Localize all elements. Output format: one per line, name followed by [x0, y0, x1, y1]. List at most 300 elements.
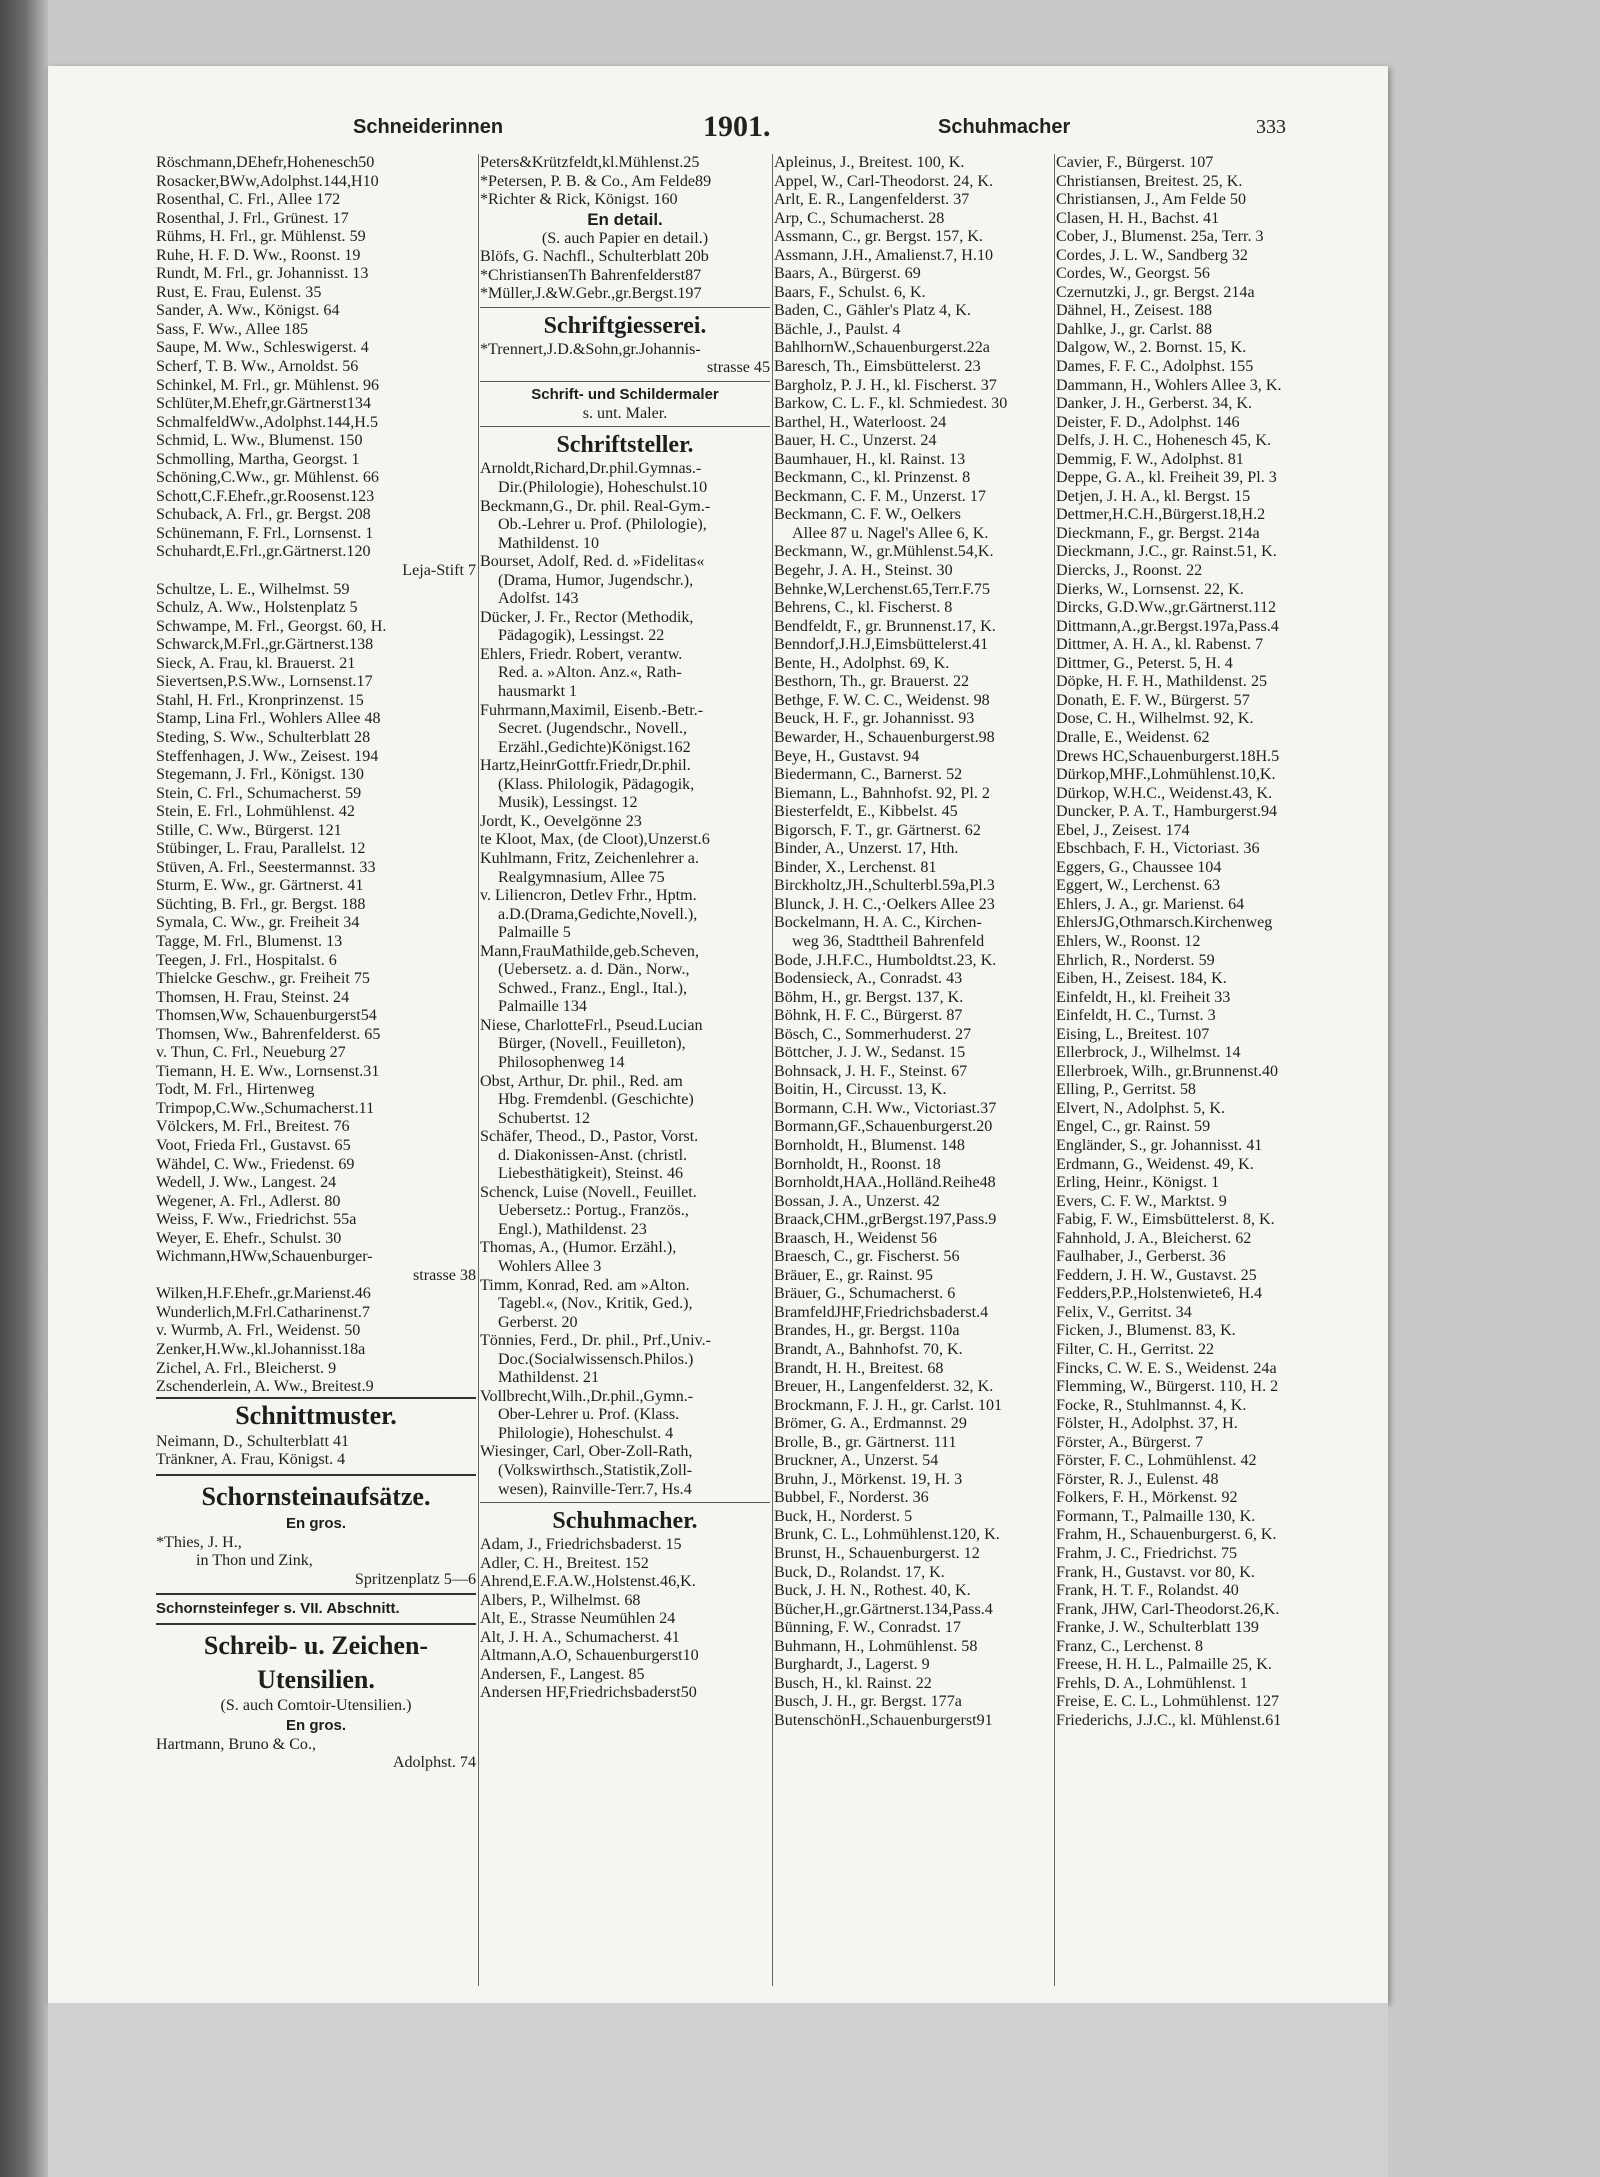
list-item: Danker, J. H., Gerberst. 34, K.	[1056, 395, 1253, 413]
list-item: Bräuer, G., Schumacherst. 6	[774, 1285, 956, 1303]
list-item: Bösch, C., Sommerhuderst. 27	[774, 1025, 972, 1043]
list-item: Biesterfeldt, E., Kibbelst. 45	[774, 803, 958, 821]
list-item: Sturm, E. Ww., gr. Gärtnerst. 41	[156, 877, 364, 895]
list-item: Brolle, B., gr. Gärtnerst. 111	[774, 1433, 957, 1451]
list-item: Vollbrecht,Wilh.,Dr.phil.,Gymn.-	[480, 1387, 694, 1405]
list-item: Ebel, J., Zeisest. 174	[1056, 821, 1190, 839]
running-head-right: Schuhmacher	[938, 116, 1071, 138]
list-item: Eising, L., Breitest. 107	[1056, 1025, 1210, 1043]
section-rule	[480, 381, 770, 382]
entry-continuation: hausmarkt 1	[498, 683, 578, 701]
list-item: Bargholz, P. J. H., kl. Fischerst. 37	[774, 376, 997, 394]
list-item: Flemming, W., Bürgerst. 110, H. 2	[1056, 1378, 1279, 1396]
directory-page	[48, 66, 1388, 2003]
list-item: Förster, F. C., Lohmühlenst. 42	[1056, 1452, 1257, 1470]
running-head-year: 1901.	[703, 110, 771, 143]
list-item: *ChristiansenTh Bahrenfelderst87	[480, 266, 702, 284]
list-item: *Müller,J.&W.Gebr.,gr.Bergst.197	[480, 285, 702, 303]
list-item: Bendfeldt, F., gr. Brunnenst.17, K.	[774, 617, 996, 635]
list-item: Bewarder, H., Schauenburgerst.98	[774, 728, 995, 746]
list-item: Baars, A., Bürgerst. 69	[774, 265, 921, 283]
list-item: Eggert, W., Lerchenst. 63	[1056, 877, 1221, 895]
list-item: Hartmann, Bruno & Co.,	[156, 1735, 317, 1753]
list-item: Rosenthal, J. Frl., Grünest. 17	[156, 209, 349, 227]
list-item: Bigorsch, F. T., gr. Gärtnerst. 62	[774, 821, 981, 839]
list-item: Buck, J. H. N., Rothest. 40, K.	[774, 1582, 971, 1600]
list-item: Böttcher, J. J. W., Sedanst. 15	[774, 1044, 966, 1062]
entry-continuation: Erzähl.,Gedichte)Königst.162	[498, 738, 691, 756]
list-item: Dücker, J. Fr., Rector (Methodik,	[480, 608, 694, 626]
list-item: Rühms, H. Frl., gr. Mühlenst. 59	[156, 228, 366, 246]
list-item: Sieck, A. Frau, kl. Brauerst. 21	[156, 654, 356, 672]
entry-continuation: Hbg. Fremdenbl. (Geschichte)	[498, 1091, 694, 1109]
column-rule	[772, 154, 773, 1986]
entry-continuation: Tagebl.«, (Nov., Kritik, Ged.),	[498, 1295, 693, 1313]
list-item: Süchting, B. Frl., gr. Bergst. 188	[156, 895, 366, 913]
list-item: Thomsen, Ww., Bahrenfelderst. 65	[156, 1025, 381, 1043]
schnittmuster-list	[156, 1433, 476, 1470]
list-item: Dircks, G.D.Ww.,gr.Gärtnerst.112	[1056, 599, 1277, 617]
list-item: Ahrend,E.F.A.W.,Holstenst.46,K.	[480, 1573, 696, 1591]
list-item: Schuhardt,E.Frl.,gr.Gärtnerst.120	[156, 543, 371, 561]
entry-continuation: Secret. (Jugendschr., Novell.,	[498, 720, 688, 738]
list-item: Brandes, H., gr. Bergst. 110a	[774, 1322, 960, 1340]
list-item: Dittmer, G., Peterst. 5, H. 4	[1056, 654, 1233, 672]
entry-continuation: Leja-Stift 7	[402, 562, 476, 580]
list-item: Rosacker,BWw,Adolphst.144,H10	[156, 172, 379, 190]
running-head-left: Schneiderinnen	[353, 116, 504, 138]
list-item: Freese, H. H. L., Palmaille 25, K.	[1056, 1656, 1272, 1674]
list-item: Fölster, H., Adolphst. 37, H.	[1056, 1415, 1238, 1433]
entry-continuation: Pädagogik), Lessingst. 22	[498, 627, 665, 645]
entry-continuation: (Volkswirthsch.,Statistik,Zoll-	[498, 1462, 693, 1479]
list-item: Sander, A. Ww., Königst. 64	[156, 302, 340, 320]
list-item: Franz, C., Lerchenst. 8	[1056, 1637, 1204, 1655]
list-item: Ellerbrock, J., Wilhelmst. 14	[1056, 1044, 1241, 1062]
entry-continuation: Allee 87 u. Nagel's Allee 6, K.	[792, 524, 989, 542]
section-heading-schriftgiesserei: Schriftgiesserei.	[543, 312, 707, 339]
list-item: Frank, H. T. F., Rolandst. 40	[1056, 1582, 1239, 1600]
list-item: Timm, Konrad, Red. am »Alton.	[480, 1276, 690, 1294]
list-item: Freise, E. C. L., Lohmühlenst. 127	[1056, 1693, 1280, 1711]
list-item: Detjen, J. H. A., kl. Bergst. 15	[1056, 487, 1251, 505]
list-item: Folkers, F. H., Mörkenst. 92	[1056, 1489, 1238, 1507]
list-item: Fabig, F. W., Eimsbüttelerst. 8, K.	[1056, 1211, 1275, 1229]
list-item: Focke, R., Stuhlmannst. 4, K.	[1056, 1396, 1247, 1414]
list-item: Ficken, J., Blumenst. 83, K.	[1056, 1322, 1236, 1340]
list-item: Wichmann,HWw,Schauenburger-	[156, 1248, 373, 1266]
list-item: Wähdel, C. Ww., Friedenst. 69	[156, 1155, 355, 1173]
list-item: Duncker, P. A. T., Hamburgerst.94	[1056, 803, 1278, 821]
section-heading-schuhmacher: Schuhmacher.	[552, 1508, 698, 1535]
entry-continuation: weg 36, Stadttheil Bahrenfeld	[792, 932, 985, 950]
list-item: Buck, D., Rolandst. 17, K.	[774, 1563, 945, 1581]
list-item: Stille, C. Ww., Bürgerst. 121	[156, 821, 342, 839]
list-item: Wegener, A. Frl., Adlerst. 80	[156, 1192, 341, 1210]
schneiderinnen-list-part2	[156, 581, 476, 1267]
schuhmacher-list	[480, 1536, 770, 1703]
entry-continuation: Uebersetz.: Portug., Französ.,	[498, 1202, 689, 1220]
section-heading-schornsteinaufsaetze: Schornsteinaufsätze.	[201, 1481, 431, 1511]
entry-continuation: a.D.(Drama,Gedichte,Novell.),	[498, 905, 698, 923]
list-item: Demmig, F. W., Adolphst. 81	[1056, 450, 1244, 468]
list-item: Dierks, W., Lornsenst. 22, K.	[1056, 580, 1244, 598]
entry-continuation: Bürger, (Novell., Feuilleton),	[498, 1035, 686, 1053]
list-item: Frank, JHW, Carl-Theodorst.26,K.	[1056, 1600, 1280, 1618]
list-item: Blöfs, G. Nachfl., Schulterblatt 20b	[480, 248, 709, 266]
list-item: Beuck, H. F., gr. Johannisst. 93	[774, 710, 975, 728]
list-item: Fahnhold, J. A., Bleicherst. 62	[1056, 1229, 1252, 1247]
list-item: Dähnel, H., Zeisest. 188	[1056, 302, 1212, 320]
list-item: Besthorn, Th., gr. Brauerst. 22	[774, 673, 970, 691]
list-item: Dieckmann, F., gr. Bergst. 214a	[1056, 524, 1260, 542]
list-item: Beckmann, C. F. W., Oelkers	[774, 506, 961, 524]
list-item: Baresch, Th., Eimsbüttelerst. 23	[774, 358, 981, 376]
list-item: Alt, J. H. A., Schumacherst. 41	[480, 1628, 680, 1646]
list-item: Braasch, H., Weidenst 56	[774, 1229, 937, 1247]
list-item: Stahl, H. Frl., Kronprinzenst. 15	[156, 691, 364, 709]
entry-continuation: Dir.(Philologie), Hoheschulst.10	[498, 479, 708, 497]
list-item: Tiemann, H. E. Ww., Lornsenst.31	[156, 1062, 380, 1080]
schreibutensilien-list	[480, 154, 770, 210]
entry-continuation: strasse 45	[706, 359, 770, 377]
list-item: Dames, F. F. C., Adolphst. 155	[1056, 358, 1254, 376]
list-item: Ehlers, J. A., gr. Marienst. 64	[1056, 895, 1245, 913]
section-rule	[480, 307, 770, 308]
list-item: Tagge, M. Frl., Blumenst. 13	[156, 932, 343, 950]
list-item: Zschenderlein, A. Ww., Breitest.9	[156, 1378, 476, 1399]
list-item: Beye, H., Gustavst. 94	[774, 747, 920, 765]
list-item: te Kloot, Max, (de Cloot),Unzerst.6	[480, 831, 710, 849]
entry-continuation: Ob.-Lehrer u. Prof. (Philologie),	[498, 516, 707, 534]
list-item: Frahm, J. C., Friedrichst. 75	[1056, 1545, 1238, 1563]
list-item: *Petersen, P. B. & Co., Am Felde89	[480, 172, 712, 190]
list-item: Bräuer, E., gr. Rainst. 95	[774, 1266, 933, 1284]
section-note: (S. auch Papier en detail.)	[541, 229, 709, 247]
list-item: Bornholdt,HAA.,Holländ.Reihe48	[774, 1174, 996, 1192]
list-item: Brunst, H., Schauenburgerst. 12	[774, 1545, 980, 1563]
list-item: Adler, C. H., Breitest. 152	[480, 1554, 649, 1572]
list-item: Binder, X., Lerchenst. 81	[774, 858, 937, 876]
list-item: Bossan, J. A., Unzerst. 42	[774, 1192, 940, 1210]
scan-background	[48, 2003, 1388, 2177]
list-item: Ehlers, W., Roonst. 12	[1056, 932, 1201, 950]
column-rule	[478, 154, 479, 1986]
column-1	[156, 154, 476, 1986]
list-item: Behrens, C., kl. Fischerst. 8	[774, 599, 953, 617]
entry-continuation: in Thon und Zink,	[196, 1552, 313, 1570]
list-item: Czernutzki, J., gr. Bergst. 214a	[1056, 283, 1255, 301]
list-item: Binder, A., Unzerst. 17, Hth.	[774, 840, 959, 858]
list-item: Dammann, H., Wohlers Allee 3, K.	[1056, 376, 1282, 394]
list-item: Stübinger, L. Frau, Parallelst. 12	[156, 840, 366, 858]
list-item: Thomas, A., (Humor. Erzähl.),	[480, 1239, 677, 1257]
entry-continuation: (Klass. Philologik, Pädagogik,	[498, 775, 695, 793]
list-item: v. Liliencron, Detlev Frhr., Hptm.	[480, 887, 697, 905]
list-item: Blunck, J. H. C.,·Oelkers Allee 23	[774, 895, 995, 913]
list-item: Deister, F. D., Adolphst. 146	[1056, 413, 1240, 431]
list-item: Neimann, D., Schulterblatt 41	[156, 1432, 350, 1450]
list-item: Dieckmann, J.C., gr. Rainst.51, K.	[1056, 543, 1277, 561]
list-item: Andersen HF,Friedrichsbaderst50	[480, 1684, 697, 1702]
list-item: Bruhn, J., Mörkenst. 19, H. 3	[774, 1470, 963, 1488]
list-item: Filter, C. H., Gerritst. 22	[1056, 1341, 1215, 1358]
list-item: Alt, E., Strasse Neumühlen 24	[480, 1610, 676, 1628]
list-item: Frahm, H., Schauenburgerst. 6, K.	[1056, 1526, 1277, 1544]
list-item: Böhm, H., gr. Bergst. 137, K.	[774, 988, 964, 1006]
list-item: Baumhauer, H., kl. Rainst. 13	[774, 450, 966, 468]
list-item: Rundt, M. Frl., gr. Johannisst. 13	[156, 265, 369, 283]
list-item: Bücher,H.,gr.Gärtnerst.134,Pass.4	[774, 1600, 993, 1618]
list-item: Bormann,GF.,Schauenburgerst.20	[774, 1118, 993, 1136]
list-item: Adam, J., Friedrichsbaderst. 15	[480, 1536, 682, 1554]
entry-continuation: Musik), Lessingst. 12	[498, 794, 638, 812]
list-item: Bornholdt, H., Blumenst. 148	[774, 1136, 965, 1154]
list-item: Stegemann, J. Frl., Königst. 130	[156, 766, 364, 784]
list-item: Schott,C.F.Ehefr.,gr.Roosenst.123	[156, 487, 375, 505]
list-item: Saupe, M. Ww., Schleswigerst. 4	[156, 339, 369, 357]
list-item: Felix, V., Gerritst. 34	[1056, 1303, 1192, 1321]
list-item: Christiansen, J., Am Felde 50	[1056, 191, 1246, 209]
list-item: Wedell, J. Ww., Langest. 24	[156, 1174, 337, 1192]
entry-continuation: Wohlers Allee 3	[498, 1257, 602, 1275]
list-item: Ebschbach, F. H., Victoriast. 36	[1056, 840, 1260, 858]
list-item: Thomsen, H. Frau, Steinst. 24	[156, 988, 350, 1006]
list-item: Schäfer, Theod., D., Pastor, Vorst.	[480, 1128, 699, 1146]
list-item: Engländer, S., gr. Johannisst. 41	[1056, 1136, 1263, 1154]
list-item: ButenschönH.,Schauenburgerst91	[774, 1711, 993, 1729]
list-item: Ruhe, H. F. D. Ww., Roonst. 19	[156, 246, 361, 264]
list-item: Baars, F., Schulst. 6, K.	[774, 283, 926, 301]
subheading-en-gros: En gros.	[285, 1514, 346, 1532]
list-item: Brandt, A., Bahnhofst. 70, K.	[774, 1341, 963, 1358]
list-item: Zenker,H.Ww.,kl.Johannisst.18a	[156, 1341, 366, 1358]
list-item: Cavier, F., Bürgerst. 107	[1056, 154, 1214, 171]
list-item: Bohnsack, J. H. F., Steinst. 67	[774, 1062, 968, 1080]
section-rule	[156, 1623, 476, 1625]
list-item: Dürkop,MHF.,Lohmühlenst.10,K.	[1056, 766, 1276, 784]
list-item: Brockmann, F. J. H., gr. Carlst. 101	[774, 1396, 1003, 1414]
list-item: Barthel, H., Waterloost. 24	[774, 413, 947, 431]
list-item: Albers, P., Wilhelmst. 68	[480, 1591, 641, 1609]
list-item: Röschmann,DEhefr,Hohenesch50	[156, 154, 375, 171]
list-item: Schöning,C.Ww., gr. Mühlenst. 66	[156, 469, 379, 487]
list-item: Thomsen,Ww, Schauenburgerst54	[156, 1007, 377, 1025]
entry-continuation: Engl.), Mathildenst. 23	[498, 1220, 647, 1238]
list-item: v. Thun, C. Frl., Neueburg 27	[156, 1044, 346, 1062]
list-item: Stein, C. Frl., Schumacherst. 59	[156, 784, 362, 802]
section-heading-schnittmuster: Schnittmuster.	[235, 1400, 397, 1430]
list-item: *Thies, J. H.,	[156, 1533, 242, 1551]
section-rule	[480, 426, 770, 427]
entry-continuation: Red. a. »Alton. Anz.«, Rath-	[498, 664, 682, 682]
list-item: Eggers, G., Chaussee 104	[1056, 858, 1222, 876]
list-item: Elvert, N., Adolphst. 5, K.	[1056, 1099, 1225, 1117]
list-item: Bode, J.H.F.C., Humboldtst.23, K.	[774, 951, 997, 969]
list-item: Schmid, L. Ww., Blumenst. 150	[156, 432, 363, 450]
list-item: Bornholdt, H., Roonst. 18	[774, 1155, 941, 1173]
list-item: Feddern, J. H. W., Gustavst. 25	[1056, 1266, 1257, 1284]
list-item: Elling, P., Gerritst. 58	[1056, 1081, 1196, 1099]
column-3	[774, 154, 1052, 1986]
entry-continuation: d. Diakonissen-Anst. (christl.	[498, 1146, 688, 1164]
list-item: Schwarck,M.Frl.,gr.Gärtnerst.138	[156, 636, 374, 654]
list-item: Brömer, G. A., Erdmannst. 29	[774, 1415, 967, 1433]
list-item: Bächle, J., Paulst. 4	[774, 320, 901, 338]
list-item: Dralle, E., Weidenst. 62	[1056, 728, 1210, 746]
column-rule	[1054, 154, 1055, 1986]
list-item: Obst, Arthur, Dr. phil., Red. am	[480, 1072, 683, 1090]
list-item: Ehrlich, R., Norderst. 59	[1056, 951, 1215, 969]
entry-continuation: Adolphst. 74	[392, 1754, 476, 1772]
detail-list	[480, 248, 770, 304]
list-item: Förster, R. J., Eulenst. 48	[1056, 1470, 1219, 1488]
list-item: Weiss, F. Ww., Friedrichst. 55a	[156, 1211, 357, 1229]
list-item: Christiansen, Breitest. 25, K.	[1056, 172, 1243, 190]
list-item: Fuhrmann,Maximil, Eisenb.-Betr.-	[480, 701, 704, 719]
list-item: *Richter & Rick, Königst. 160	[480, 191, 678, 209]
list-item: Andersen, F., Langest. 85	[480, 1665, 645, 1683]
entry-continuation: Palmaille 5	[498, 924, 571, 942]
list-item: Schinkel, M. Frl., gr. Mühlenst. 96	[156, 376, 380, 394]
list-item: Biedermann, C., Barnerst. 52	[774, 766, 963, 784]
list-item: Schwampe, M. Frl., Georgst. 60, H.	[156, 617, 387, 635]
entry-continuation: Gerberst. 20	[498, 1313, 578, 1331]
schuhmacher-list-a-b	[774, 154, 1052, 1730]
list-item: Bormann, C.H. Ww., Victoriast.37	[774, 1099, 997, 1117]
schriftsteller-list	[480, 460, 770, 1499]
list-item: Ellerbroek, Wilh., gr.Brunnenst.40	[1056, 1062, 1279, 1080]
list-item: Breuer, H., Langenfelderst. 32, K.	[774, 1378, 994, 1396]
list-item: Behnke,W,Lerchenst.65,Terr.F.75	[774, 580, 990, 598]
list-item: Braesch, C., gr. Fischerst. 56	[774, 1248, 960, 1266]
list-item: Fincks, C. W. E. S., Weidenst. 24a	[1056, 1359, 1277, 1377]
list-item: Dittmer, A. H. A., kl. Rabenst. 7	[1056, 636, 1264, 654]
list-item: Apleinus, J., Breitest. 100, K.	[774, 154, 965, 171]
section-rule	[156, 1474, 476, 1476]
cross-reference: Schornsteinfeger s. VII. Abschnitt.	[156, 1600, 400, 1618]
list-item: Einfeldt, H., kl. Freiheit 33	[1056, 988, 1231, 1006]
list-item: Döpke, H. F. H., Mathildenst. 25	[1056, 673, 1268, 691]
list-item: Assmann, C., gr. Bergst. 157, K.	[774, 228, 983, 246]
list-item: Busch, J. H., gr. Bergst. 177a	[774, 1693, 962, 1711]
list-item: Bubbel, F., Norderst. 36	[774, 1489, 929, 1507]
list-item: Tränkner, A. Frau, Königst. 4	[156, 1451, 346, 1469]
list-item: Fedders,P.P.,Holstenwiete6, H.4	[1056, 1285, 1263, 1303]
list-item: Rosenthal, C. Frl., Allee 172	[156, 191, 341, 209]
list-item: Symala, C. Ww., gr. Freiheit 34	[156, 914, 360, 932]
list-item: Sass, F. Ww., Allee 185	[156, 320, 309, 338]
section-rule	[156, 1593, 476, 1595]
list-item: Völckers, M. Frl., Breitest. 76	[156, 1118, 350, 1136]
list-item: Stamp, Lina Frl., Wohlers Allee 48	[156, 710, 381, 728]
list-item: Bethge, F. W. C. C., Weidenst. 98	[774, 691, 990, 709]
entry-continuation: Spritzenplatz 5—6	[354, 1570, 476, 1588]
page-number: 333	[1256, 116, 1286, 138]
list-item: Boitin, H., Circusst. 13, K.	[774, 1081, 947, 1099]
list-item: Begehr, J. A. H., Steinst. 30	[774, 562, 953, 580]
list-item: Schultze, L. E., Wilhelmst. 59	[156, 580, 350, 598]
entry-continuation: Mathildenst. 21	[498, 1369, 600, 1387]
list-item: v. Wurmb, A. Frl., Weidenst. 50	[156, 1322, 361, 1340]
list-item: Peters&Krützfeldt,kl.Mühlenst.25	[480, 154, 700, 171]
list-item: Clasen, H. H., Bachst. 41	[1056, 209, 1220, 227]
section-heading-schreib-2: Utensilien.	[257, 1665, 375, 1695]
entry-continuation: Ober-Lehrer u. Prof. (Klass.	[498, 1406, 680, 1424]
list-item: Wunderlich,M.Frl.Catharinenst.7	[156, 1303, 370, 1321]
list-item: Mann,FrauMathilde,geb.Scheven,	[480, 942, 700, 960]
list-item: Busch, H., kl. Rainst. 22	[774, 1674, 932, 1692]
list-item: Frank, H., Gustavst. vor 80, K.	[1056, 1563, 1255, 1581]
list-item: Wilken,H.F.Ehefr.,gr.Marienst.46	[156, 1285, 371, 1303]
section-note: (S. auch Comtoir-Utensilien.)	[220, 1697, 412, 1715]
subheading-en-detail: En detail.	[587, 209, 663, 229]
section-heading-schildermaler: Schrift- und Schildermaler	[531, 385, 719, 403]
entry-continuation: (Uebersetz. a. d. Dän., Norw.,	[498, 961, 690, 979]
entry-continuation: Schubertst. 12	[498, 1109, 591, 1127]
list-item: Kuhlmann, Fritz, Zeichenlehrer a.	[480, 849, 699, 867]
list-item: Braack,CHM.,grBergst.197,Pass.9	[774, 1211, 997, 1229]
list-item: Cordes, J. L. W., Sandberg 32	[1056, 246, 1248, 264]
section-heading-schreib: Schreib- u. Zeichen-	[203, 1631, 429, 1661]
list-item: *Trennert,J.D.&Sohn,gr.Johannis-	[480, 340, 701, 358]
list-item: Franke, J. W., Schulterblatt 139	[1056, 1619, 1259, 1637]
entry-continuation: Adolfst. 143	[498, 590, 579, 608]
list-item: Cordes, W., Georgst. 56	[1056, 265, 1210, 283]
list-item: Stüven, A. Frl., Seestermannst. 33	[156, 858, 376, 876]
list-item: Arp, C., Schumacherst. 28	[774, 209, 945, 227]
list-item: Tönnies, Ferd., Dr. phil., Prf.,Univ.-	[480, 1332, 711, 1350]
list-item: Dalgow, W., 2. Bornst. 15, K.	[1056, 339, 1247, 357]
list-item: Bourset, Adolf, Red. d. »Fidelitas«	[480, 553, 705, 571]
list-item: Benndorf,J.H.J,Eimsbüttelerst.41	[774, 636, 989, 654]
list-item: Schmolling, Martha, Georgst. 1	[156, 450, 360, 468]
column-2	[480, 154, 770, 1986]
list-item: Delfs, J. H. C., Hohenesch 45, K.	[1056, 432, 1272, 450]
list-item: Ehlers, Friedr. Robert, verantw.	[480, 645, 683, 663]
schneiderinnen-list-part3	[156, 1285, 476, 1378]
list-item: Trimpop,C.Ww.,Schumacherst.11	[156, 1099, 375, 1117]
list-item: Zichel, A. Frl., Bleicherst. 9	[156, 1359, 337, 1377]
list-item: Eiben, H., Zeisest. 184, K.	[1056, 970, 1227, 988]
scan-edge	[0, 0, 48, 2177]
section-heading-schriftsteller: Schriftsteller.	[556, 432, 694, 459]
list-item: Dittmann,A.,gr.Bergst.197a,Pass.4	[1056, 617, 1279, 635]
list-item: Bente, H., Adolphst. 69, K.	[774, 654, 950, 672]
entry-continuation: Mathildenst. 10	[498, 534, 600, 552]
list-item: Beckmann,G., Dr. phil. Real-Gym.-	[480, 497, 711, 515]
list-item: Schünemann, F. Frl., Lornsenst. 1	[156, 524, 374, 542]
list-item: Formann, T., Palmaille 130, K.	[1056, 1507, 1256, 1525]
list-item: SchmalfeldWw.,Adolphst.144,H.5	[156, 413, 379, 431]
list-item: Hartz,HeinrGottfr.Friedr,Dr.phil.	[480, 757, 691, 775]
list-item: Birckholtz,JH.,Schulterbl.59a,Pl.3	[774, 877, 995, 895]
list-item: Arlt, E. R., Langenfelderst. 37	[774, 191, 970, 209]
list-item: Bünning, F. W., Conradst. 17	[774, 1619, 961, 1637]
list-item: Bruckner, A., Unzerst. 54	[774, 1452, 939, 1470]
list-item: Jordt, K., Oevelgönne 23	[480, 812, 642, 830]
list-item: Schulz, A. Ww., Holstenplatz 5	[156, 599, 358, 617]
list-item: Schuback, A. Frl., gr. Bergst. 208	[156, 506, 371, 524]
list-item: Donath, E. F. W., Bürgerst. 57	[1056, 691, 1250, 709]
entry-continuation: Schwed., Franz., Engl., Ital.),	[498, 979, 688, 997]
list-item: BahlhornW.,Schauenburgerst.22a	[774, 339, 990, 357]
list-item: Sievertsen,P.S.Ww., Lornsenst.17	[156, 673, 373, 691]
subheading-en-gros: En gros.	[285, 1716, 346, 1734]
entry-continuation: Palmaille 134	[498, 998, 587, 1016]
list-item: Deppe, G. A., kl. Freiheit 39, Pl. 3	[1056, 469, 1277, 487]
list-item: BramfeldJHF,Friedrichsbaderst.4	[774, 1303, 989, 1321]
